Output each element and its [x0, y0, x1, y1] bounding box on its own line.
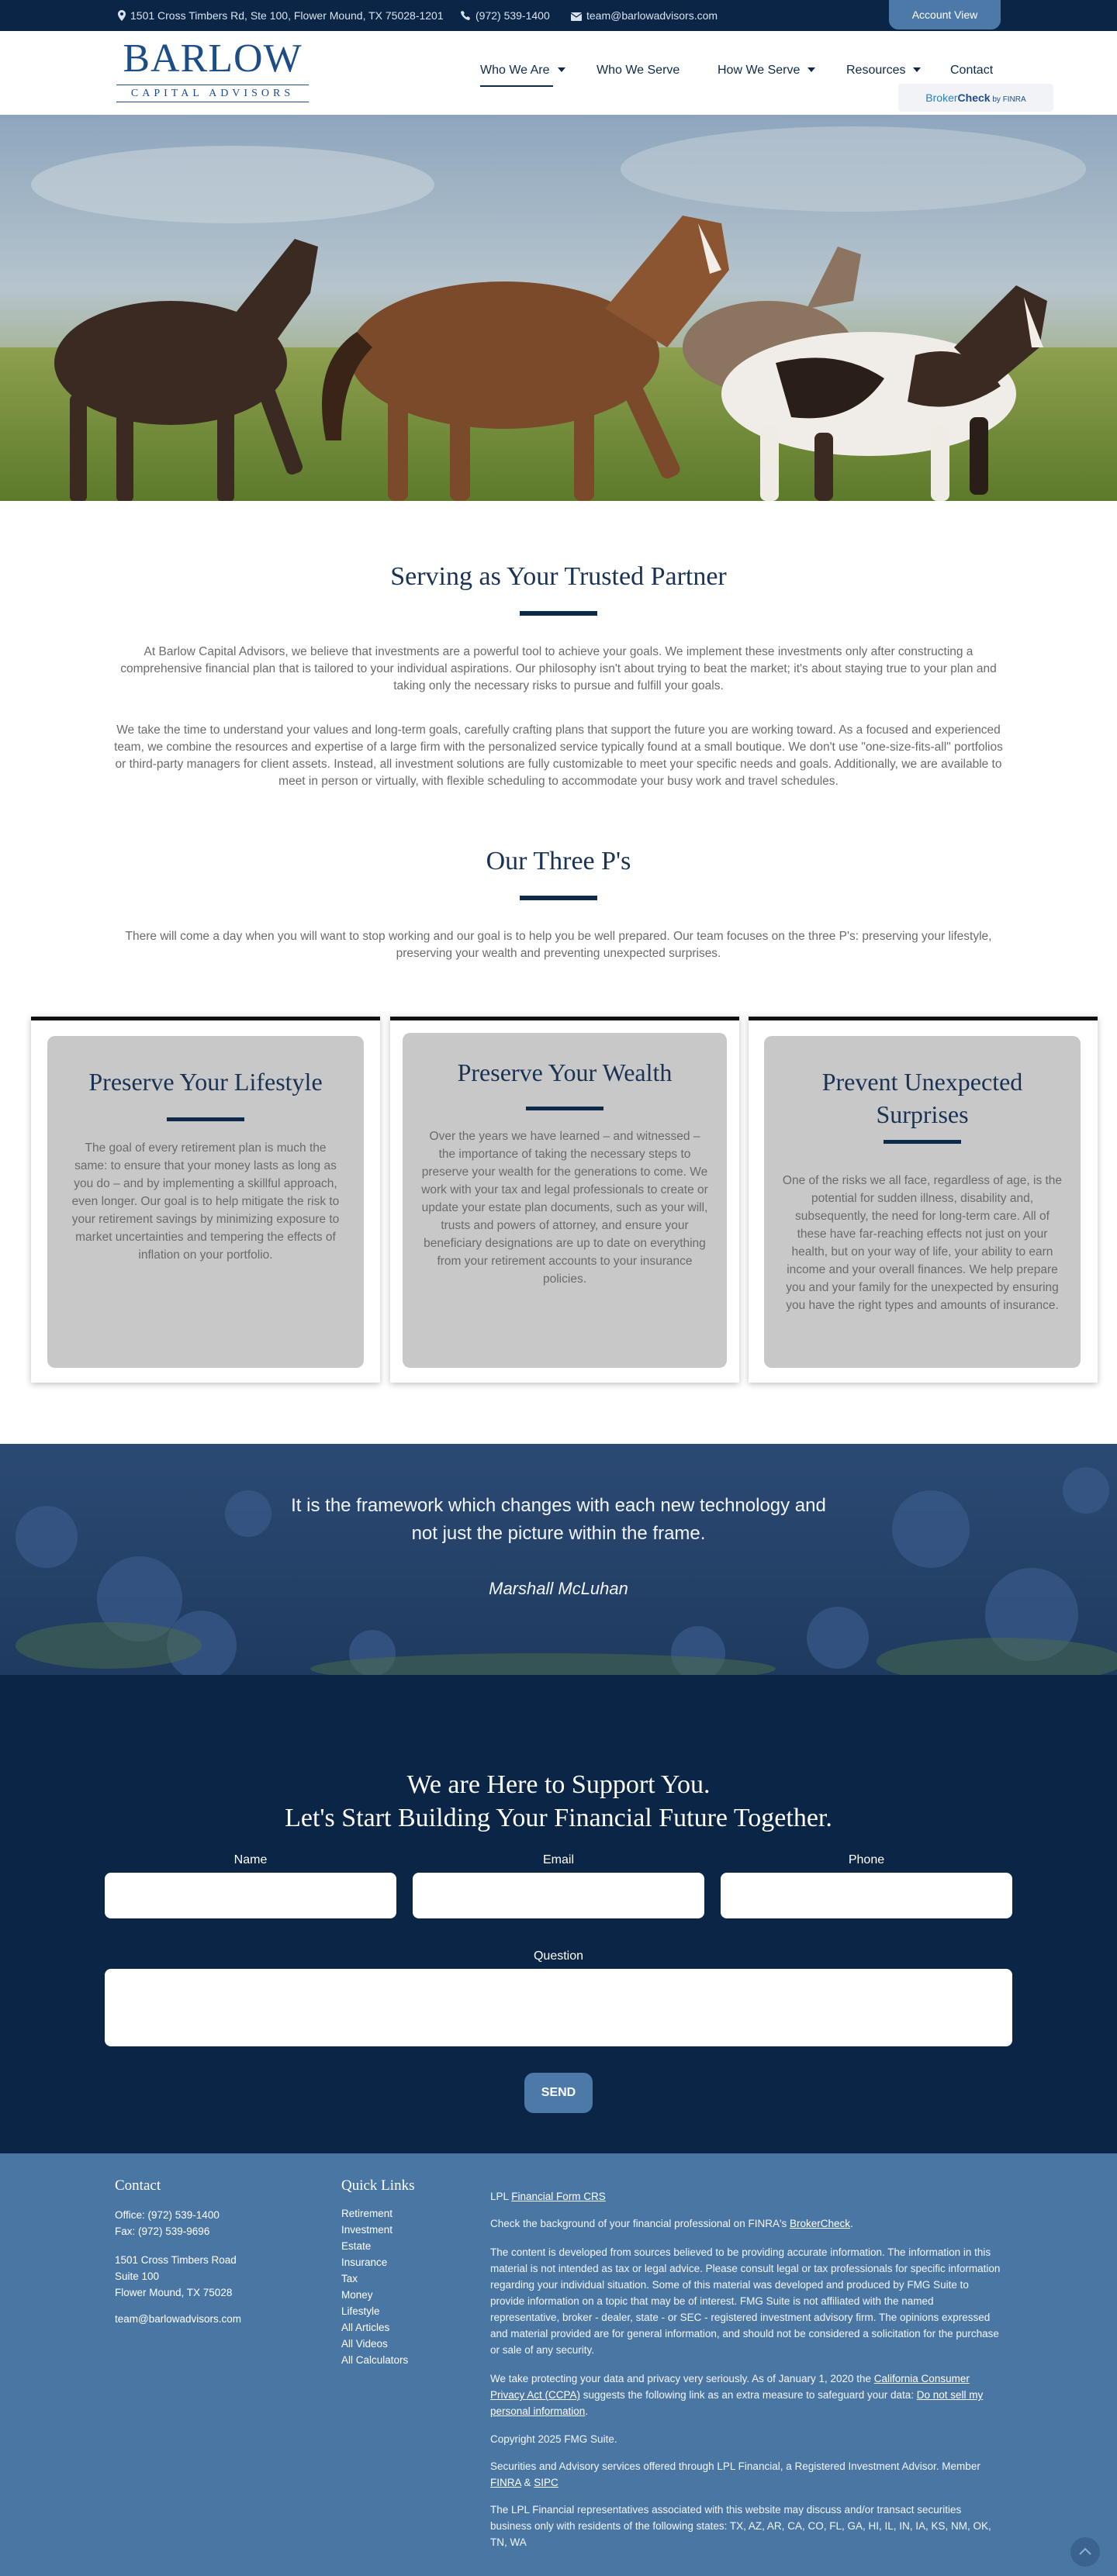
phone-field[interactable]	[721, 1873, 1012, 1918]
bluebonnet-background	[0, 1444, 1117, 1675]
brokercheck-suffix: .	[850, 2218, 853, 2229]
account-view-button[interactable]: Account View	[889, 0, 1001, 29]
footer-office-phone[interactable]: Office: (972) 539-1400	[115, 2209, 220, 2221]
financial-form-crs-link[interactable]: Financial Form CRS	[511, 2191, 606, 2202]
contact-heading-1: We are Here to Support You.	[406, 1770, 711, 1799]
brokercheck-badge[interactable]	[898, 84, 1053, 112]
sipc-link[interactable]: SIPC	[534, 2477, 558, 2488]
hero-image	[0, 115, 1117, 501]
logo-sub-text[interactable]: CAPITAL ADVISORS	[130, 88, 295, 99]
chevron-up-icon	[1070, 2537, 1100, 2567]
footer-states: The LPL Financial representatives associated with this website may discuss and/or transact securities business only with residents of the following states: TX, AZ, AR, CA, CO, FL, GA, HI, IL, IN, IA, KS, NM, OK, TN, WA	[490, 2504, 991, 2548]
card-body: Over the years we have learned – and witnessed – the importance of taking the necessary steps to preserve your wealth for the generations to come. We work with your tax and legal professionals to create or update your estate plan documents, such as your will, trusts and powers of attorney, and ensure your beneficiary designations are up to date on everything from your retirement accounts to your insurance policies.	[421, 1130, 708, 1286]
card-panel	[47, 1036, 364, 1368]
intro-title: Serving as Your Trusted Partner	[390, 562, 727, 591]
send-button[interactable]: SEND	[524, 2073, 593, 2113]
email-label: Email	[542, 1853, 574, 1866]
quicklink-tax[interactable]: Tax	[341, 2273, 358, 2284]
quote-text: It is the framework which changes with each new technology and not just the picture within the frame.	[291, 1495, 826, 1544]
card-divider	[884, 1140, 961, 1144]
card-title: Preserve Your Lifestyle	[88, 1068, 323, 1096]
amp-text: &	[520, 2477, 534, 2488]
nav-who-we-are[interactable]	[480, 64, 565, 78]
contact-heading-2: Let's Start Building Your Financial Future Together.	[285, 1804, 832, 1832]
quote-banner	[0, 1444, 1117, 1675]
lpl-prefix: LPL	[490, 2191, 512, 2202]
ccpa-link[interactable]: California Consumer Privacy Act (CCPA)	[490, 2373, 970, 2401]
quicklinks-list	[341, 2205, 465, 2368]
card-divider	[526, 1107, 603, 1110]
card-panel	[764, 1036, 1081, 1368]
brokercheck-broker: Broker	[925, 92, 958, 104]
intro-divider	[520, 611, 597, 616]
footer-address-2: Suite 100	[115, 2270, 160, 2282]
three-ps-title: Our Three P's	[486, 847, 631, 875]
back-to-top-button[interactable]	[1070, 2537, 1100, 2567]
chevron-down-icon	[807, 67, 815, 72]
phone-label: Phone	[848, 1853, 885, 1866]
footer-disclaimer: The content is developed from sources believed to be providing accurate information. The information in this material is not intended as tax or legal advice. Please consult legal or tax professionals for specific information regarding your individual situation. Some of this material was developed and produced by FMG Suite to provide information on a topic that may be of interest. FMG Suite is not affiliated with the named representative, broker - dealer, state - or SEC - registered investment advisory firm. The opinions expressed and material provided are for general information, and should not be considered a solicitation for the purchase or sale of any security.	[490, 2246, 1001, 2356]
quicklink-money[interactable]: Money	[341, 2289, 373, 2301]
intro-paragraph-2: We take the time to understand your values and long-term goals, carefully crafting plans that support the future you are working toward. As a focused and experienced team, we combine the resources and expertise of a large firm with the personalized service typically found at a small boutique. We don't use "one-size-fits-all" portfolios or third-party managers for client assets. Instead, all investment solutions are fully customizable to meet your specific needs and goals. Additionally, we are available to meet in person or virtually, with flexible scheduling to accommodate your busy work and travel schedules.	[114, 723, 1003, 788]
email-item[interactable]	[571, 0, 718, 31]
nav-resources[interactable]	[846, 64, 921, 78]
quicklink-investment[interactable]: Investment	[341, 2224, 393, 2236]
question-label: Question	[533, 1949, 584, 1963]
nav-label: How We Serve	[718, 64, 801, 77]
privacy-prefix: We take protecting your data and privacy very seriously. As of January 1, 2020 the	[490, 2373, 874, 2384]
map-marker-icon	[118, 10, 126, 21]
footer-address-1: 1501 Cross Timbers Road	[115, 2254, 237, 2266]
card-title: Preserve Your Wealth	[457, 1058, 673, 1086]
topbar-email: team@barlowadvisors.com	[586, 9, 718, 22]
envelope-icon	[571, 12, 582, 21]
phone-icon	[461, 11, 471, 21]
nav-label: Who We Serve	[597, 64, 680, 77]
card-panel	[403, 1033, 727, 1368]
three-ps-divider	[520, 896, 597, 900]
horses-illustration	[0, 115, 1117, 501]
card-body: One of the risks we all face, regardless of age, is the potential for sudden illness, disability and, subsequently, the need for long-term care. All of these have far-reaching effects not just on your health, but on your way of life, your ability to earn income and your overall finances. We help prepare you and your family for the unexpected by ensuring you have the right types and amounts of insurance.	[782, 1174, 1063, 1312]
chevron-down-icon	[913, 67, 921, 72]
quicklink-insurance[interactable]: Insurance	[341, 2257, 388, 2268]
finra-link[interactable]: FINRA	[490, 2477, 521, 2488]
name-field[interactable]	[105, 1873, 396, 1918]
chevron-down-icon	[558, 67, 565, 72]
quote-author: Marshall McLuhan	[489, 1579, 628, 1598]
nav-how-we-serve[interactable]	[718, 64, 815, 78]
topbar-address: 1501 Cross Timbers Rd, Ste 100, Flower Mound, TX 75028-1201	[130, 9, 444, 22]
brokercheck-prefix: Check the background of your financial professional on FINRA's	[490, 2218, 790, 2229]
brokercheck-check: Check	[957, 92, 991, 104]
quicklink-all-videos[interactable]: All Videos	[341, 2338, 388, 2350]
intro-paragraph-1: At Barlow Capital Advisors, we believe that investments are a powerful tool to achieve your goals. We implement these investments only after constructing a comprehensive financial plan that is tailored to your individual aspirations. Our philosophy isn't about trying to beat the market; it's about staying true to your plan and taking only the necessary risks to pursue and fulfill your goals.	[120, 645, 997, 692]
brokercheck-link[interactable]: BrokerCheck	[790, 2218, 851, 2229]
address-item[interactable]	[118, 0, 444, 31]
footer-email[interactable]: team@barlowadvisors.com	[115, 2313, 242, 2325]
card-preserve-lifestyle	[31, 1017, 380, 1383]
email-field[interactable]	[413, 1873, 704, 1918]
card-divider	[167, 1117, 244, 1121]
question-field[interactable]	[105, 1969, 1012, 2046]
brokercheck-finra: FINRA	[1002, 95, 1026, 104]
footer-lpl-crs	[490, 2188, 1002, 2205]
card-prevent-surprises	[749, 1017, 1098, 1383]
nav-label: Resources	[846, 64, 906, 77]
footer-quicklinks-title: Quick Links	[341, 2177, 415, 2194]
brokercheck-by: by	[990, 95, 1003, 104]
logo-main-text[interactable]: BARLOW	[123, 36, 303, 81]
topbar-phone: (972) 539-1400	[476, 9, 550, 22]
quicklink-retirement[interactable]: Retirement	[341, 2208, 393, 2219]
footer-contact-title: Contact	[115, 2177, 161, 2194]
securities-prefix: Securities and Advisory services offered through LPL Financial, a Registered Investment Advisor. Member	[490, 2460, 980, 2472]
phone-item[interactable]	[461, 0, 550, 31]
footer-fax: Fax: (972) 539-9696	[115, 2226, 210, 2237]
card-title: Prevent Unexpected Surprises	[821, 1068, 1023, 1128]
nav-label: Who We Are	[480, 64, 550, 77]
nav-who-we-serve[interactable]	[597, 64, 680, 78]
nav-active-underline	[480, 85, 553, 87]
quicklink-all-articles[interactable]: All Articles	[341, 2322, 390, 2333]
footer-privacy	[490, 2371, 1002, 2419]
quicklink-all-calculators[interactable]: All Calculators	[341, 2354, 409, 2366]
privacy-mid: suggests the following link as an extra measure to safeguard your data:	[580, 2389, 917, 2401]
name-label: Name	[233, 1853, 268, 1866]
quicklink-estate[interactable]: Estate	[341, 2240, 372, 2252]
nav-contact[interactable]	[950, 64, 993, 78]
footer-copyright: Copyright 2025 FMG Suite.	[490, 2433, 617, 2445]
three-ps-intro: There will come a day when you will want to stop working and our goal is to help you be well prepared. Our team focuses on the three P's: preserving your lifestyle, preserving your wealth and preventing unexpected surprises.	[125, 930, 992, 960]
do-not-sell-link[interactable]: Do not sell my personal information	[490, 2389, 984, 2417]
footer-brokercheck-text	[490, 2215, 1002, 2232]
card-body: The goal of every retirement plan is much the same: to ensure that your money lasts as long as you do – and by implementing a skillful approach, even longer. Our goal is to help mitigate the risk to your retirement savings by minimizing exposure to market uncertainties and tempering the effects of inflation on your portfolio.	[71, 1141, 340, 1262]
privacy-suffix: .	[585, 2405, 589, 2417]
footer-address-3: Flower Mound, TX 75028	[115, 2287, 233, 2298]
footer-securities	[490, 2458, 1002, 2491]
nav-label: Contact	[950, 64, 994, 77]
quicklink-lifestyle[interactable]: Lifestyle	[341, 2305, 380, 2317]
card-preserve-wealth	[390, 1017, 739, 1383]
